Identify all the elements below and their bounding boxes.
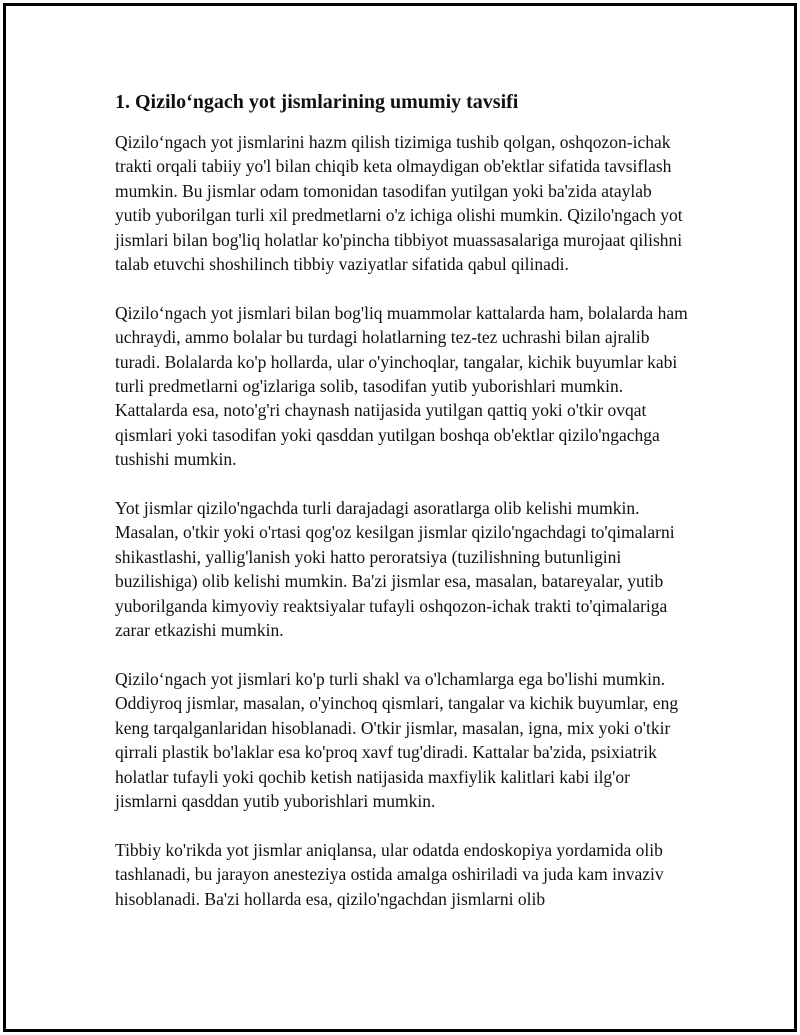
paragraph-4: Qizilo‘ngach yot jismlari ko'p turli shakl va o'lchamlarga ega bo'lishi mumkin. Oddiyroq jismlar, masalan, o'yinchoq qismlari, tangalar va kichik buyumlar, eng keng tarqalganlaridan hisoblanadi. O'tkir jismlar, masalan, igna, mix yoki o'tkir qirrali plastik bo'laklar esa ko'proq xavf tug'diradi. Kattalar ba'zida, psixiatrik holatlar tufayli yoki qochib ketish natijasida maxfiylik kalitlari kabi ilg'or jismlarni qasddan yutib yuborishlari mumkin. [115,668,679,811]
paragraph-3: Yot jismlar qizilo'ngachda turli darajadagi asoratlarga olib kelishi mumkin. Masalan, o'tkir yoki o'rtasi qog'oz kesilgan jismlar qizilo'ngachdagi to'qimalarni shikastlashi, yallig'lanish yoki hatto peroratsiya (tuzilishning butunligini buzilishiga) olib kelishi mumkin. Ba'zi jismlar esa, masalan, batareyalar, yutib yuborilganda kimyoviy reaktsiyalar tufayli oshqozon-ichak trakti to'qimalariga zarar etkazishi mumkin. [115,498,675,641]
paragraph-1: Qizilo‘ngach yot jismlarini hazm qilish tizimiga tushib qolgan, oshqozon-ichak trakti orqali tabiiy yo'l bilan chiqib keta olmaydigan ob'ektlar sifatida tavsiflash mumkin. Bu jismlar odam tomonidan tasodifan yutilgan yoki ba'zida ataylab yutib yuborilgan turli xil predmetlarni o'z ichiga olishi mumkin. Qizilo'ngach yot jismlari bilan bog'liq holatlar ko'pincha tibbiyot muassasalariga murojaat qilishni talab etuvchi shoshilinch tibbiy vaziyatlar sifatida qabul qilinadi. [115,132,683,275]
document-body [115,88,690,935]
section-heading: 1. Qizilo‘ngach yot jismlarining umumiy tavsifi [115,91,519,113]
paragraph-5: Tibbiy ko'rikda yot jismlar aniqlansa, ular odatda endoskopiya yordamida olib tashlanadi, bu jarayon anesteziya ostida amalga oshiriladi va juda kam invaziv hisoblanadi. Ba'zi hollarda esa, qizilo'ngachdan jismlarni olib [115,839,664,909]
paragraph-2: Qizilo‘ngach yot jismlari bilan bog'liq muammolar kattalarda ham, bolalarda ham uchraydi, ammo bolalar bu turdagi holatlarning tez-tez uchrashi bilan ajralib turadi. Bolalarda ko'p hollarda, ular o'yinchoqlar, tangalar, kichik buyumlar kabi turli predmetlarni og'izlariga solib, tasodifan yutib yuborishlari mumkin. Kattalarda esa, noto'g'ri chaynash natijasida yutilgan qattiq yoki o'tkir ovqat qismlari yoki tasodifan yoki qasddan yutilgan boshqa ob'ektlar qizilo'ngachga tushishi mumkin. [115,302,688,470]
